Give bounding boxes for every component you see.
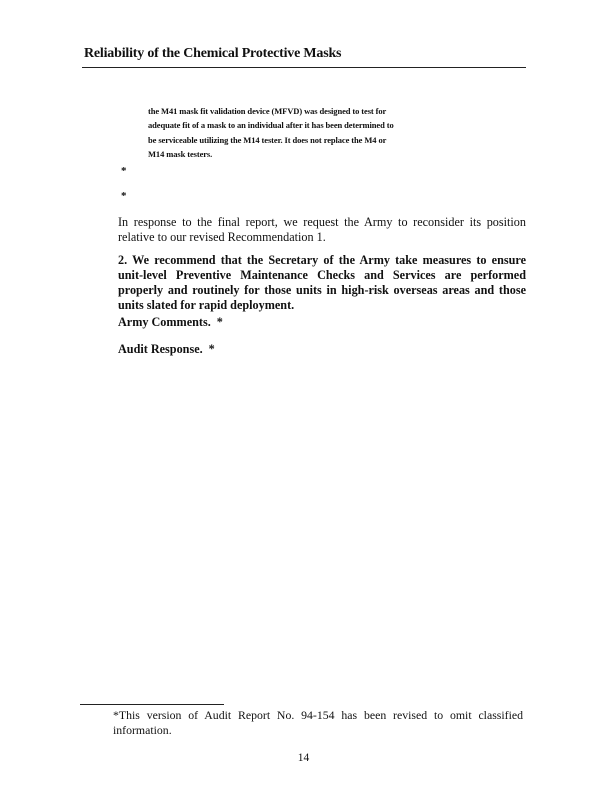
indented-line: the M41 mask fit validation device (MFVD) was designed to test for <box>148 106 387 116</box>
audit-response <box>118 342 526 357</box>
recommendation-paragraph: 2. We recommend that the Secretary of the Army take measures to ensure unit-level Preventive Maintenance Checks and Services are performed properly and routinely for those units in high-risk overseas areas and those units slated for rapid deployment. <box>118 253 526 312</box>
page-header-title: Reliability of the Chemical Protective Masks <box>84 46 342 61</box>
response-paragraph: In response to the final report, we request the Army to reconsider its position relative to our revised Recommendation 1. <box>118 215 526 244</box>
army-comments-label: Army Comments. <box>118 315 211 329</box>
header-rule <box>82 67 526 68</box>
classified-marker: * <box>208 342 215 356</box>
audit-response-label: Audit Response. <box>118 342 203 356</box>
footnote: *This version of Audit Report No. 94-154 has been revised to omit classified information. <box>113 708 523 737</box>
classified-bullet-marker: * <box>121 165 127 177</box>
indented-quote-block <box>148 104 478 162</box>
army-comments <box>118 315 526 330</box>
indented-line: M14 mask testers. <box>148 149 213 160</box>
indented-line: adequate fit of a mask to an individual after it has been determined to <box>148 120 394 131</box>
footnote-rule <box>80 704 224 705</box>
indented-line: be serviceable utilizing the M14 tester. It does not replace the M4 or <box>148 134 387 145</box>
classified-bullet-marker: * <box>121 190 127 202</box>
classified-marker: * <box>216 315 223 329</box>
page-number: 14 <box>297 752 310 764</box>
